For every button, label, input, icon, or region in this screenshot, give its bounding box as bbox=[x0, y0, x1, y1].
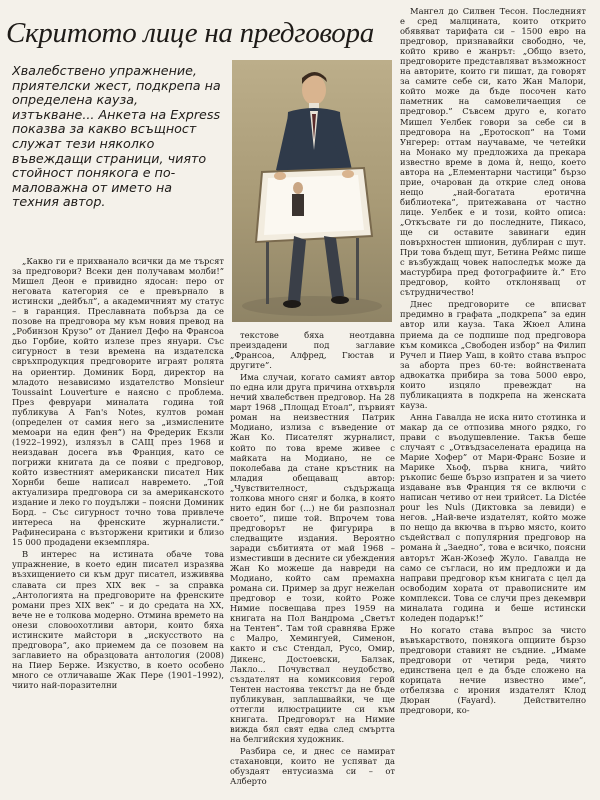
article-lead: Хвалебствено упражнение, приятелски жест, подкрепа на определена кауза, изтъкване... Анкета на Express показва за какво всъщност служат тези няколко въвеждащи страници, чиято стойност понякога е по-маловажна от името на техния автор. bbox=[12, 64, 221, 210]
paragraph: текстове бяха неотдавна преиздадени под заглавие „Франсоа, Алфред, Гюстав и другите”. bbox=[230, 330, 395, 371]
text-column-1 bbox=[12, 256, 224, 794]
paragraph: „Какво ги е прихванало всички да ме търсят за предговори? Всеки ден получавам молби!” Мишел Деон е привидно ядосан: перо от неговата категория се е превърнало в истински „дейбъл”, а академичният му статус – в гаранция. Преславната побърза да се позове на предговора му към новия превод на „Робинзон Крузо” от Даниел Дефо на Франсоа дьо Горбие, който излезе през януари. Със сигурност в тези времена на издателска свръхпродукция предговорите играят ролята на ориентир. Доминик Борд, директор на младото независимо издателство Monsieur Toussaint Louverture е наясно с проблема. През февруари миналата година той публикува A Fan's Notes, култов роман (определен от самия него за „измислените мемоари на един фен”) на Фредерик Екзли (1922–1992), излязъл в САЩ през 1968 и неиздаван досега във Франция, като се погрижи книгата да се появи с предговор, който известният американски писател Ник Хорнби беше написал навремето. „Той актуализира предговора си за американското издание и леко го поудължи – поясни Доминик Борд. – Със сигурност точно това привлече интереса на френските журналисти.” Рафинесирана с възторжени критики и близо 15 000 продадени екземпляра. bbox=[12, 256, 224, 548]
paragraph: Разбира се, и днес се намират стахановци, които не успяват да обуздаят ентусиазма си – от Алберто bbox=[230, 745, 395, 787]
article-photo bbox=[232, 60, 392, 322]
paragraph: Анна Гавалда не иска нито стотинка и макар да се отпозива много рядко, го прави с въодушевление. Такъв беше случаят с „Отвъдзаселената ерадица на Марие Хофер” от Мари-Франс Бозие и Марике Хьоф, първа книга, чийто ръкопис беше бързо изпратен и за чието издаване във Франция тя се включи с написан четиво от неи трийсет. La Dictée pour les Nuls (Диктовка за левиди) е негов. „Най-вече издателят, който може по нещо да вкючва в първо място, които съдействал с популярния предговор на романа ѝ „Заедно”, това е всичко, поясни авторът Жан-Жозеф Жуло. Гавалда не само се съгласи, но им предложи и да направи предговор към книгата с цел да освободим хората от правописните им комплекси. Това се случи през декември миналата година и беше истински коледен подарък!” bbox=[400, 411, 586, 623]
text-column-2 bbox=[230, 330, 395, 794]
paragraph: В интерес на истината обаче това упражнение, в което един писател изразява възхищението си към друг писател, изживява славата си през XIX век – за справка „Антологията на предговорите на френските романи през XIX век” – и до средата на XX, вече не е толкова модерно. Отмина времето на онези словоохотливи автори, които бяха истинските майстори в „искусството на предговора”, ако приемем да се позовем на заглавието на образцовата антология (2008) на Пиер Берже. Изкуство, в което особено много се отличаваше Жак Пере (1901–1992), чиито най-поразителни bbox=[12, 549, 224, 690]
paragraph: Има случаи, когато самият автор по една или друга причина отхвърля нечий хвалебствен предговор. На 28 март 1968 „Площад Етоал”, първият роман на неизвестния Патрик Модиано, излиза с въведение от Жан Ко. Писателят журналист, който по това време живее с майката на Модиано, не се поколебава да стане кръстник на младия обещаващ автор: „Чувствителност, съдържаща толкова много сняг и болка, в която нито един бог (...) не би разпознал своето”, пише той. Впрочем това предговорът не фигурира в следващите издания. Вероятно заради събитията от май 1968 – изместивши в десните си убеждения Жан Ко можеше да навреди на Модиано, който сам премахна романа си. Пример за друг нежелан предговор е този, който Роже Нимие посвещава през 1959 на книгата на Пол Вандрома „Светът на Тентен”. Там той сравнява Ерже с Малро, Хемингуей, Сименон, както и със Стендал, Русо, Омир, Дикенс, Достоевски, Балзак, Лакло... Почувствал неудобство, създателят на комиксовия герой Тентен настоява текстът да не бъде публикуван, заплашвайки, че ще оттегли илюстрациите си към книгата. Предговорът на Нимие вижда бял свят едва след смъртта на белгийския художник. bbox=[230, 372, 395, 744]
paragraph: Днес предговорите се вписват предимно в графата „подкрепа” за един автор или кауза. Така Жюел Алина приема да се подпише под предговора към комикса „Свободен избор” на Филип Ручел и Пиер Уаш, в който става въпрос за аборта през 60-те: войнствената адвокатка прибира за това 5000 евро, които изцяло превеждат на публикацията в подкрепа на женската кауза. bbox=[400, 299, 586, 410]
paragraph: Но когато става въпрос за чисто въвъкарството, понякога опциите бързо предговори ставият не съдние. „Имаме предговори от четири реда, чиято единствена цел е да бъде сложено на корицата нечие известно име”, отбелязва с ирония издателят Клод Дюран (Fayard). Действително предговори, ко- bbox=[400, 624, 586, 716]
article-title: Скритото лице на предговора bbox=[6, 17, 374, 49]
paragraph: Мангел до Силвен Тесон. Последният е сред малцината, които открито обявяват тарифата си – 1500 евро на предговор, признавайки свободно, че, който криво е жанрът: „Общо взето, предговорите представляват възможност на авторите, които ги пишат, да говорят за самите себе си, като Жан Малори, който може да бъде посочен като паметник на самовеличаещия се предговор.” Съвсем друго е, когато Мишел Уелбек говори за себе си в предговора на „Еротоскоп” на Томи Унгерер: оттам научаваме, че четейки на Монако му предложиха да прекара известно време в дома ѝ, нещо, което автора на „Елементарни частици” бързо прие, очарован да открие след онова нещо „най-богатата еротична библиотека”, притежавана от частно лице. Уелбек е и този, който описа: „Откъсвате ги до последните, Пикасо, ще си оставите завинаги един повърхностен шпионин, дублиран с шут. При това бъдещ шут, Бетина Реймс пише с възбуждащ човек напоследък може да мастурбира пред фотографиите ѝ.” Ето предговор, който отклоняващ от сътрудничество! bbox=[400, 6, 586, 298]
text-column-3 bbox=[400, 6, 586, 794]
